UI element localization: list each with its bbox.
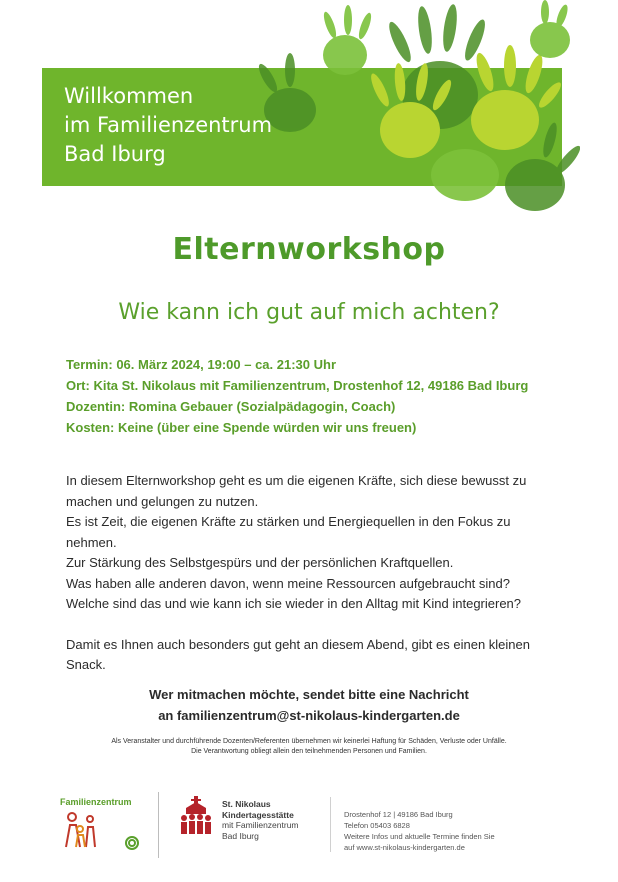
contact-website[interactable]: auf www.st-nikolaus-kindergarten.de [344, 843, 465, 852]
body-paragraph: Es ist Zeit, die eigenen Kräfte zu stärken und Energiequellen in den Fokus zu nehmen. [66, 514, 511, 550]
body-text [66, 471, 556, 676]
disclaimer-line-1: Als Veranstalter und durchführende Dozenten/Referenten übernehmen wir keinerlei Haftung für Schäden, Verluste oder Unfälle. [111, 738, 507, 745]
contact-address: Drostenhof 12 | 49186 Bad Iburg [344, 810, 453, 819]
disclaimer-line-2: Die Verantwortung obliegt allein den teilnehmenden Personen und Familien. [191, 748, 427, 755]
page-subtitle: Wie kann ich gut auf mich achten? [118, 300, 500, 325]
familienzentrum-logo [60, 797, 150, 857]
kita-line-2: Kindertagesstätte [222, 809, 294, 820]
contact-block [344, 809, 495, 853]
family-figures-icon [60, 807, 150, 853]
header-line-3: Bad Iburg [64, 142, 166, 166]
body-paragraph: Welche sind das und wie kann ich sie wieder in den Alltag mit Kind integrieren? [66, 596, 522, 611]
kita-name-block [222, 799, 299, 841]
event-details [66, 354, 528, 438]
header-line-1: Willkommen [64, 84, 194, 108]
header-welcome [64, 82, 272, 169]
kita-line-3: mit Familienzentrum [222, 820, 299, 830]
cta-email[interactable]: an familienzentrum@st-nikolaus-kindergarten.de [158, 708, 460, 723]
st-nikolaus-logo-icon [176, 794, 216, 836]
disclaimer [0, 737, 618, 757]
spacer [66, 615, 556, 635]
body-paragraph: Damit es Ihnen auch besonders gut geht an diesem Abend, gibt es einen kleinen Snack. [66, 636, 530, 672]
call-to-action [0, 684, 618, 726]
kita-line-4: Bad Iburg [222, 830, 259, 841]
page-title: Elternworkshop [172, 232, 446, 267]
kita-line-1: St. Nikolaus [222, 799, 271, 809]
detail-termin: Termin: 06. März 2024, 19:00 – ca. 21:30 Uhr [66, 357, 337, 372]
contact-info: Weitere Infos und aktuelle Termine finden Sie [344, 832, 495, 841]
contact-phone: Telefon 05403 6828 [344, 821, 410, 830]
body-paragraph: Was haben alle anderen davon, wenn meine Ressourcen aufgebraucht sind? [66, 575, 510, 591]
footer-divider [158, 792, 159, 858]
body-paragraph: Zur Stärkung des Selbstgespürs und der persönlichen Kraftquellen. [66, 555, 454, 570]
header-line-2: im Familienzentrum [64, 113, 273, 137]
handprints-decoration [250, 0, 580, 225]
cta-line-1: Wer mitmachen möchte, sendet bitte eine Nachricht [149, 687, 469, 702]
detail-ort: Ort: Kita St. Nikolaus mit Familienzentrum, Drostenhof 12, 49186 Bad Iburg [66, 378, 529, 393]
familienzentrum-label: Familienzentrum [60, 797, 132, 807]
body-paragraph: In diesem Elternworkshop geht es um die eigenen Kräfte, sich diese bewusst zu machen und gelungen zu nutzen. [66, 473, 527, 509]
detail-dozentin: Dozentin: Romina Gebauer (Sozialpädagogin, Coach) [66, 399, 396, 414]
detail-kosten: Kosten: Keine (über eine Spende würden wir uns freuen) [66, 420, 417, 435]
footer-divider-2 [330, 797, 331, 852]
